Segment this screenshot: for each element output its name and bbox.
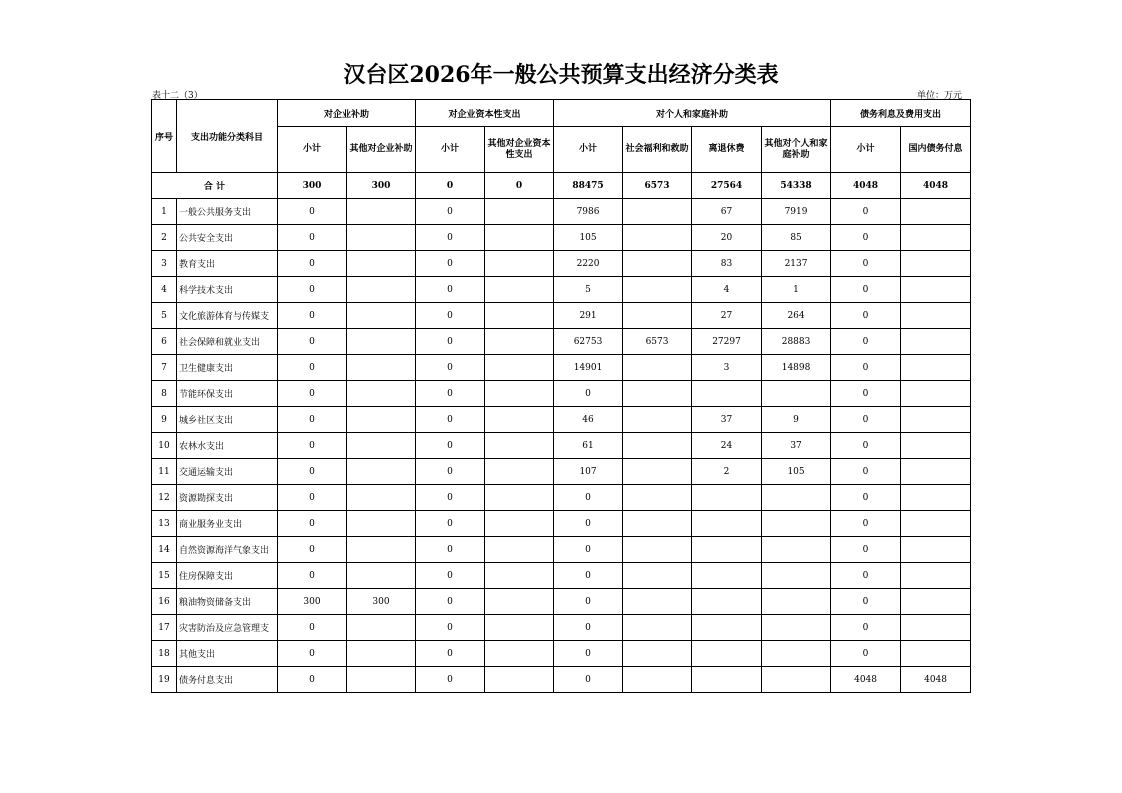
row-value <box>623 537 692 563</box>
row-value <box>692 589 762 615</box>
row-value <box>623 277 692 303</box>
row-number: 19 <box>152 667 177 693</box>
table-row <box>152 589 971 615</box>
row-value: 0 <box>278 225 347 251</box>
row-value: 0 <box>416 511 485 537</box>
total-value: 300 <box>278 173 347 199</box>
row-value: 0 <box>831 589 901 615</box>
row-number: 6 <box>152 329 177 355</box>
row-item-name: 城乡社区支出 <box>177 407 278 433</box>
row-item-name: 交通运输支出 <box>177 459 278 485</box>
row-number: 18 <box>152 641 177 667</box>
row-item-name: 一般公共服务支出 <box>177 199 278 225</box>
row-item-name: 文化旅游体育与传媒支 <box>177 303 278 329</box>
row-value: 0 <box>416 537 485 563</box>
row-value: 0 <box>554 485 623 511</box>
table-row <box>152 537 971 563</box>
row-number: 4 <box>152 277 177 303</box>
row-value <box>623 199 692 225</box>
row-value <box>623 485 692 511</box>
row-value <box>623 615 692 641</box>
header-group-enterprise-subsidy: 对企业补助 <box>278 100 416 127</box>
row-value <box>692 537 762 563</box>
row-value: 0 <box>554 641 623 667</box>
row-value <box>347 329 416 355</box>
row-value <box>762 615 831 641</box>
row-value <box>347 511 416 537</box>
row-value: 0 <box>278 433 347 459</box>
row-item-name: 债务付息支出 <box>177 667 278 693</box>
row-value: 0 <box>831 563 901 589</box>
row-value <box>347 485 416 511</box>
row-value: 0 <box>416 329 485 355</box>
row-value <box>692 641 762 667</box>
row-value: 264 <box>762 303 831 329</box>
row-value: 14898 <box>762 355 831 381</box>
row-value <box>762 511 831 537</box>
row-value: 0 <box>416 563 485 589</box>
row-number: 12 <box>152 485 177 511</box>
row-value: 0 <box>554 511 623 537</box>
row-value <box>485 563 554 589</box>
row-value: 0 <box>416 381 485 407</box>
row-number: 16 <box>152 589 177 615</box>
row-value: 0 <box>831 433 901 459</box>
row-value <box>623 667 692 693</box>
row-value <box>901 641 971 667</box>
row-number: 8 <box>152 381 177 407</box>
table-row <box>152 225 971 251</box>
row-value: 24 <box>692 433 762 459</box>
total-value: 0 <box>416 173 485 199</box>
header-sub: 小计 <box>831 127 901 173</box>
row-value <box>623 407 692 433</box>
row-value: 107 <box>554 459 623 485</box>
row-value <box>485 407 554 433</box>
row-value: 67 <box>692 199 762 225</box>
row-value <box>901 615 971 641</box>
row-value: 0 <box>278 381 347 407</box>
row-value <box>347 667 416 693</box>
row-value: 0 <box>416 433 485 459</box>
row-item-name: 其他支出 <box>177 641 278 667</box>
row-value <box>901 303 971 329</box>
row-value <box>623 563 692 589</box>
row-value <box>901 433 971 459</box>
row-value: 46 <box>554 407 623 433</box>
header-group-household-subsidy: 对个人和家庭补助 <box>554 100 831 127</box>
row-value <box>901 485 971 511</box>
row-value <box>623 641 692 667</box>
row-value: 300 <box>347 589 416 615</box>
row-value <box>901 355 971 381</box>
row-value <box>347 251 416 277</box>
row-value <box>623 511 692 537</box>
row-value: 0 <box>831 485 901 511</box>
header-sub: 其他对企业补助 <box>347 127 416 173</box>
row-value <box>901 563 971 589</box>
row-value <box>692 667 762 693</box>
row-item-name: 粮油物资储备支出 <box>177 589 278 615</box>
row-number: 2 <box>152 225 177 251</box>
row-value <box>762 563 831 589</box>
row-value: 0 <box>554 615 623 641</box>
row-value: 0 <box>278 303 347 329</box>
row-value: 0 <box>554 381 623 407</box>
row-value <box>347 433 416 459</box>
row-number: 9 <box>152 407 177 433</box>
header-sub: 离退休费 <box>692 127 762 173</box>
row-value <box>347 225 416 251</box>
row-value <box>762 667 831 693</box>
row-value: 83 <box>692 251 762 277</box>
row-value <box>901 199 971 225</box>
row-value <box>485 329 554 355</box>
header-item: 支出功能分类科目 <box>177 100 278 173</box>
row-value: 0 <box>831 407 901 433</box>
row-value: 0 <box>416 251 485 277</box>
row-item-name: 社会保障和就业支出 <box>177 329 278 355</box>
row-value: 0 <box>831 459 901 485</box>
table-row <box>152 303 971 329</box>
row-value: 0 <box>416 589 485 615</box>
row-value: 9 <box>762 407 831 433</box>
row-value: 37 <box>762 433 831 459</box>
page-title: 汉台区2026年一般公共预算支出经济分类表 <box>343 62 779 88</box>
row-value: 0 <box>416 303 485 329</box>
row-value: 0 <box>278 485 347 511</box>
row-value: 0 <box>416 641 485 667</box>
total-value: 4048 <box>831 173 901 199</box>
row-item-name: 农林水支出 <box>177 433 278 459</box>
row-value <box>762 589 831 615</box>
row-item-name: 灾害防治及应急管理支 <box>177 615 278 641</box>
row-value: 28883 <box>762 329 831 355</box>
row-value: 0 <box>416 615 485 641</box>
row-value: 0 <box>278 407 347 433</box>
table-row <box>152 407 971 433</box>
row-value: 0 <box>416 459 485 485</box>
row-value: 0 <box>416 355 485 381</box>
row-value: 3 <box>692 355 762 381</box>
table-row <box>152 563 971 589</box>
header-sub: 社会福利和救助 <box>623 127 692 173</box>
row-value <box>347 303 416 329</box>
row-number: 11 <box>152 459 177 485</box>
row-value <box>901 251 971 277</box>
row-item-name: 资源勘探支出 <box>177 485 278 511</box>
row-value: 105 <box>762 459 831 485</box>
row-value <box>692 381 762 407</box>
row-value: 300 <box>278 589 347 615</box>
row-value: 37 <box>692 407 762 433</box>
row-value: 0 <box>416 667 485 693</box>
row-value: 0 <box>278 355 347 381</box>
row-number: 1 <box>152 199 177 225</box>
row-value: 0 <box>278 199 347 225</box>
row-value: 0 <box>554 667 623 693</box>
row-value: 0 <box>831 355 901 381</box>
row-value: 4048 <box>831 667 901 693</box>
row-value: 0 <box>416 407 485 433</box>
expenditure-table <box>151 99 971 693</box>
row-value <box>347 407 416 433</box>
row-value <box>485 433 554 459</box>
row-value <box>623 459 692 485</box>
row-value <box>347 199 416 225</box>
row-value <box>762 485 831 511</box>
table-number: 表十二（3） <box>152 91 203 101</box>
row-value: 2137 <box>762 251 831 277</box>
row-value: 0 <box>554 589 623 615</box>
row-value <box>347 537 416 563</box>
row-value: 0 <box>278 563 347 589</box>
row-value <box>901 329 971 355</box>
total-value: 4048 <box>901 173 971 199</box>
row-value: 0 <box>831 615 901 641</box>
header-group-debt-interest: 债务利息及费用支出 <box>831 100 971 127</box>
row-value: 0 <box>416 277 485 303</box>
row-value <box>901 589 971 615</box>
header-sub: 小计 <box>416 127 485 173</box>
table-row <box>152 381 971 407</box>
row-value <box>692 563 762 589</box>
total-label: 合 计 <box>152 173 278 199</box>
row-value <box>485 277 554 303</box>
row-value: 0 <box>831 381 901 407</box>
row-item-name: 住房保障支出 <box>177 563 278 589</box>
row-value: 0 <box>831 225 901 251</box>
row-number: 5 <box>152 303 177 329</box>
row-value <box>623 225 692 251</box>
table-row <box>152 615 971 641</box>
row-value: 0 <box>831 199 901 225</box>
header-seq: 序号 <box>152 100 177 173</box>
row-value: 0 <box>278 511 347 537</box>
row-number: 15 <box>152 563 177 589</box>
row-value <box>692 485 762 511</box>
row-number: 10 <box>152 433 177 459</box>
row-value <box>901 225 971 251</box>
row-number: 3 <box>152 251 177 277</box>
row-value <box>485 303 554 329</box>
row-value <box>623 589 692 615</box>
row-value: 85 <box>762 225 831 251</box>
row-value: 0 <box>554 563 623 589</box>
row-item-name: 公共安全支出 <box>177 225 278 251</box>
row-value: 0 <box>416 225 485 251</box>
row-item-name: 节能环保支出 <box>177 381 278 407</box>
row-value <box>347 641 416 667</box>
row-value <box>347 277 416 303</box>
row-value <box>901 277 971 303</box>
row-value <box>485 251 554 277</box>
row-value <box>762 381 831 407</box>
total-value: 0 <box>485 173 554 199</box>
row-value <box>485 641 554 667</box>
total-value: 6573 <box>623 173 692 199</box>
row-value: 0 <box>831 511 901 537</box>
row-value: 0 <box>278 329 347 355</box>
row-value: 0 <box>278 667 347 693</box>
row-value <box>623 433 692 459</box>
row-value: 0 <box>554 537 623 563</box>
row-value: 0 <box>416 199 485 225</box>
row-value: 14901 <box>554 355 623 381</box>
row-value: 0 <box>831 277 901 303</box>
row-value <box>623 303 692 329</box>
row-value <box>762 537 831 563</box>
row-value <box>485 667 554 693</box>
row-value: 7919 <box>762 199 831 225</box>
row-value: 7986 <box>554 199 623 225</box>
row-value: 0 <box>831 641 901 667</box>
row-value: 0 <box>831 303 901 329</box>
row-value: 105 <box>554 225 623 251</box>
table-row <box>152 277 971 303</box>
row-value: 27 <box>692 303 762 329</box>
row-value <box>901 511 971 537</box>
row-value: 0 <box>278 615 347 641</box>
row-value: 6573 <box>623 329 692 355</box>
table-row <box>152 485 971 511</box>
total-value: 88475 <box>554 173 623 199</box>
row-value <box>347 563 416 589</box>
row-value <box>485 615 554 641</box>
row-value: 0 <box>278 641 347 667</box>
row-value <box>901 537 971 563</box>
row-value: 4048 <box>901 667 971 693</box>
row-value <box>347 459 416 485</box>
row-value: 0 <box>831 537 901 563</box>
row-value: 0 <box>831 251 901 277</box>
row-value: 20 <box>692 225 762 251</box>
row-value: 4 <box>692 277 762 303</box>
row-value: 2220 <box>554 251 623 277</box>
row-value <box>485 225 554 251</box>
table-row <box>152 251 971 277</box>
row-value <box>347 355 416 381</box>
row-value <box>485 589 554 615</box>
row-item-name: 自然资源海洋气象支出 <box>177 537 278 563</box>
table-row <box>152 641 971 667</box>
row-value <box>692 511 762 537</box>
table-row <box>152 667 971 693</box>
row-value <box>485 355 554 381</box>
row-value <box>485 199 554 225</box>
row-value: 0 <box>278 277 347 303</box>
row-value <box>901 407 971 433</box>
row-value <box>485 459 554 485</box>
header-sub: 其他对企业资本性支出 <box>485 127 554 173</box>
row-value: 1 <box>762 277 831 303</box>
table-row <box>152 199 971 225</box>
row-value <box>485 537 554 563</box>
header-sub: 国内债务付息 <box>901 127 971 173</box>
table-row <box>152 329 971 355</box>
row-value: 5 <box>554 277 623 303</box>
row-value <box>692 615 762 641</box>
table-row <box>152 459 971 485</box>
row-value: 61 <box>554 433 623 459</box>
row-value: 2 <box>692 459 762 485</box>
row-value <box>347 381 416 407</box>
row-number: 14 <box>152 537 177 563</box>
row-value <box>347 615 416 641</box>
header-sub: 小计 <box>554 127 623 173</box>
row-value: 27297 <box>692 329 762 355</box>
row-value <box>901 381 971 407</box>
table-row <box>152 355 971 381</box>
row-value <box>623 381 692 407</box>
row-value <box>623 251 692 277</box>
row-value: 0 <box>831 329 901 355</box>
row-value <box>485 485 554 511</box>
header-sub: 其他对个人和家庭补助 <box>762 127 831 173</box>
row-value: 62753 <box>554 329 623 355</box>
row-value <box>901 459 971 485</box>
row-value: 0 <box>278 251 347 277</box>
table-row <box>152 511 971 537</box>
row-number: 17 <box>152 615 177 641</box>
row-value <box>485 511 554 537</box>
row-item-name: 教育支出 <box>177 251 278 277</box>
row-value: 0 <box>278 459 347 485</box>
row-value <box>485 381 554 407</box>
table-row <box>152 433 971 459</box>
total-value: 27564 <box>692 173 762 199</box>
row-number: 7 <box>152 355 177 381</box>
header-group-enterprise-capital: 对企业资本性支出 <box>416 100 554 127</box>
total-value: 300 <box>347 173 416 199</box>
header-sub: 小计 <box>278 127 347 173</box>
row-value <box>762 641 831 667</box>
row-item-name: 卫生健康支出 <box>177 355 278 381</box>
total-value: 54338 <box>762 173 831 199</box>
row-value: 291 <box>554 303 623 329</box>
row-value <box>623 355 692 381</box>
row-item-name: 商业服务业支出 <box>177 511 278 537</box>
unit-label: 单位：万元 <box>916 91 962 101</box>
row-value: 0 <box>278 537 347 563</box>
row-item-name: 科学技术支出 <box>177 277 278 303</box>
row-number: 13 <box>152 511 177 537</box>
row-value: 0 <box>416 485 485 511</box>
